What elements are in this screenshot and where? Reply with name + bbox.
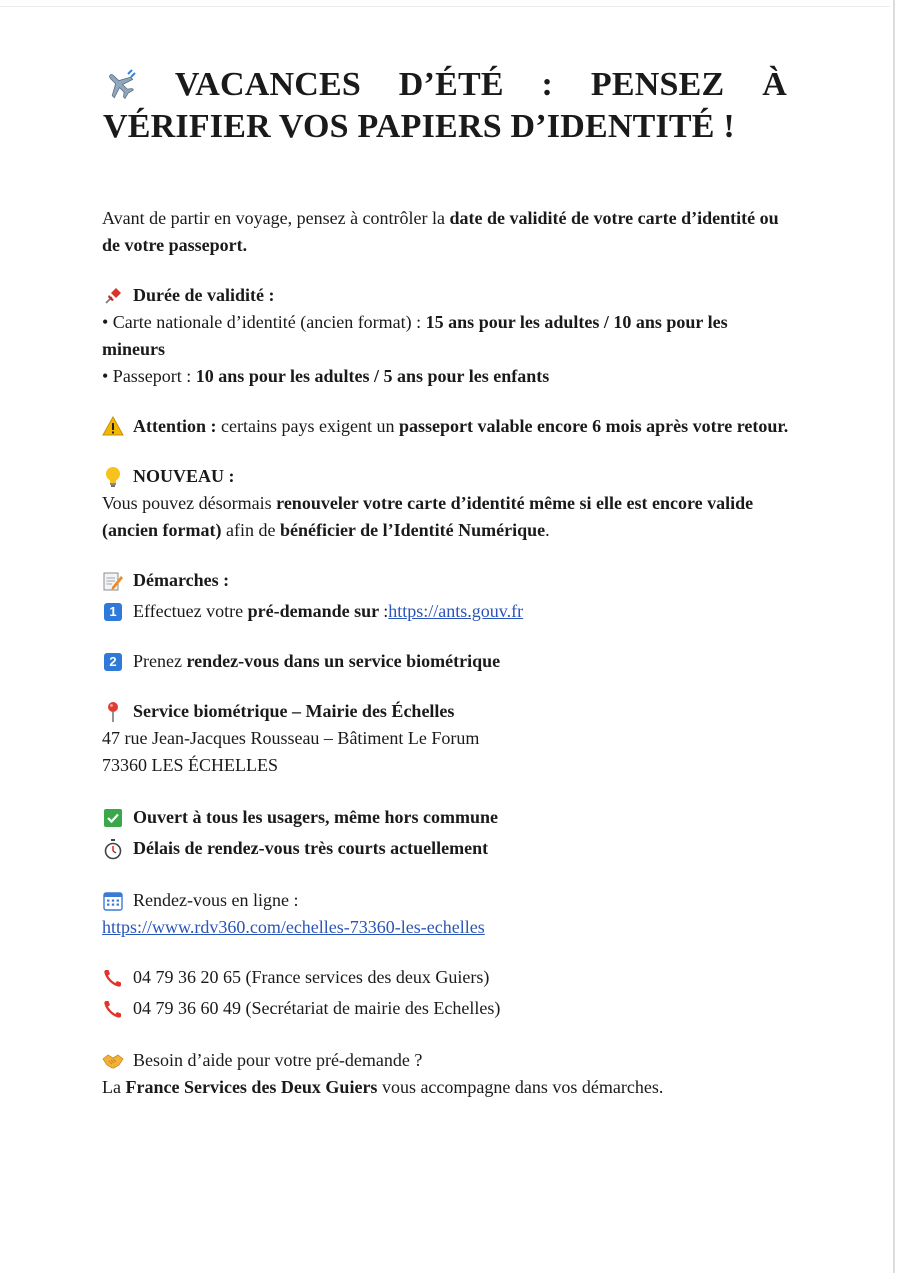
light-bulb-icon	[102, 466, 124, 488]
validity-heading-text: Durée de validité :	[133, 285, 275, 305]
online-link-line	[102, 914, 792, 941]
rdv360-link[interactable]: https://www.rdv360.com/echelles-73360-les-echelles	[102, 917, 485, 937]
memo-icon	[102, 570, 124, 592]
help-question	[102, 1047, 792, 1074]
nouveau-paragraph	[102, 490, 792, 544]
check-mark-icon	[102, 807, 124, 829]
nouveau-bold: renouveler votre carte d’identité même si elle est encore valide (ancien format)	[102, 493, 754, 540]
nouveau-text: Vous pouvez désormais	[102, 493, 277, 513]
help-question-text: Besoin d’aide pour votre pré-demande ?	[133, 1050, 423, 1070]
ants-link[interactable]: https://ants.gouv.fr	[388, 601, 524, 621]
step-1-line	[133, 598, 523, 625]
step-2-bold: rendez-vous dans un service biométrique	[186, 651, 501, 671]
stopwatch-icon	[102, 838, 124, 860]
validity-cni	[102, 309, 792, 363]
phone-icon	[102, 967, 124, 989]
phone-icon	[102, 998, 124, 1020]
nouveau-heading	[102, 463, 792, 490]
help-paragraph	[102, 1074, 792, 1101]
attention-text: certains pays exigent un	[216, 416, 399, 436]
nouveau-text: .	[545, 520, 550, 540]
number-two-icon	[102, 651, 124, 673]
step-1	[102, 598, 792, 625]
number-one-icon	[102, 601, 124, 623]
step-1-bold: pré-demande sur	[247, 601, 384, 621]
intro-paragraph	[102, 205, 792, 259]
title-word: :	[541, 66, 554, 103]
nouveau-heading-text: NOUVEAU :	[133, 466, 235, 486]
location-pin-icon	[102, 701, 124, 723]
demarches-heading-text: Démarches :	[133, 570, 230, 590]
feature-open	[102, 804, 792, 831]
help-text: La	[102, 1077, 126, 1097]
attention-bold: passeport valable encore 6 mois après votre retour.	[398, 416, 789, 436]
attention-paragraph	[102, 413, 792, 440]
title-line-2: VÉRIFIER VOS PAPIERS D’IDENTITÉ !	[103, 108, 735, 145]
help-text: vous accompagne dans vos démarches.	[377, 1077, 664, 1097]
service-heading-text: Service biométrique – Mairie des Échelles	[133, 701, 455, 721]
warning-icon	[102, 415, 124, 437]
nouveau-bold: bénéficier de l’Identité Numérique	[279, 520, 546, 540]
online-heading	[102, 887, 792, 914]
title-line-1	[103, 64, 787, 106]
airplane-icon	[103, 68, 137, 102]
title-word: VACANCES	[174, 66, 361, 103]
cni-text: • Carte nationale d’identité (ancien format) :	[102, 312, 426, 332]
phone-number-1: 04 79 36 20 65 (France services des deux Guiers)	[133, 967, 490, 987]
phone-line-1	[102, 964, 792, 991]
service-address-line-2: 73360 LES ÉCHELLES	[102, 755, 278, 775]
validity-heading	[102, 282, 792, 309]
phone-line-2	[102, 995, 792, 1022]
step-2-text: Prenez	[133, 651, 187, 671]
step-2	[102, 648, 792, 675]
passport-text: • Passeport :	[102, 366, 196, 386]
feature-open-text: Ouvert à tous les usagers, même hors commune	[133, 807, 498, 827]
step-1-number: 1	[104, 603, 122, 621]
calendar-icon	[102, 890, 124, 912]
phone-number-2: 04 79 36 60 49 (Secrétariat de mairie des Echelles)	[133, 998, 501, 1018]
step-1-text: Effectuez votre	[133, 601, 248, 621]
handshake-icon	[102, 1050, 124, 1072]
attention-label: Attention :	[133, 416, 217, 436]
cni-bold: 15 ans pour les adultes / 10 ans pour les mineurs	[102, 312, 728, 359]
page-top-edge	[0, 6, 890, 7]
intro-bold: date de validité de votre carte d’identité ou de votre passeport.	[102, 208, 779, 255]
step-2-line	[133, 648, 500, 675]
document-body	[102, 205, 792, 1101]
step-1-colon: :	[383, 601, 389, 621]
validity-passport	[102, 363, 792, 390]
online-label: Rendez-vous en ligne :	[133, 890, 299, 910]
demarches-heading	[102, 567, 792, 594]
help-bold: France Services des Deux Guiers	[125, 1077, 378, 1097]
service-address-line-1: 47 rue Jean-Jacques Rousseau – Bâtiment Le Forum	[102, 728, 480, 748]
title-word: D’ÉTÉ	[398, 66, 504, 103]
passport-bold: 10 ans pour les adultes / 5 ans pour les enfants	[195, 366, 550, 386]
page-title	[103, 64, 787, 148]
intro-text: Avant de partir en voyage, pensez à contrôler la	[102, 208, 450, 228]
service-heading	[102, 698, 792, 725]
pushpin-icon	[102, 285, 124, 307]
feature-delays	[102, 835, 792, 862]
title-word: PENSEZ	[590, 66, 725, 103]
title-word: À	[762, 66, 787, 103]
nouveau-text: afin de	[221, 520, 280, 540]
page-right-edge	[893, 0, 895, 1273]
feature-delays-text: Délais de rendez-vous très courts actuellement	[133, 838, 489, 858]
step-2-number: 2	[104, 653, 122, 671]
